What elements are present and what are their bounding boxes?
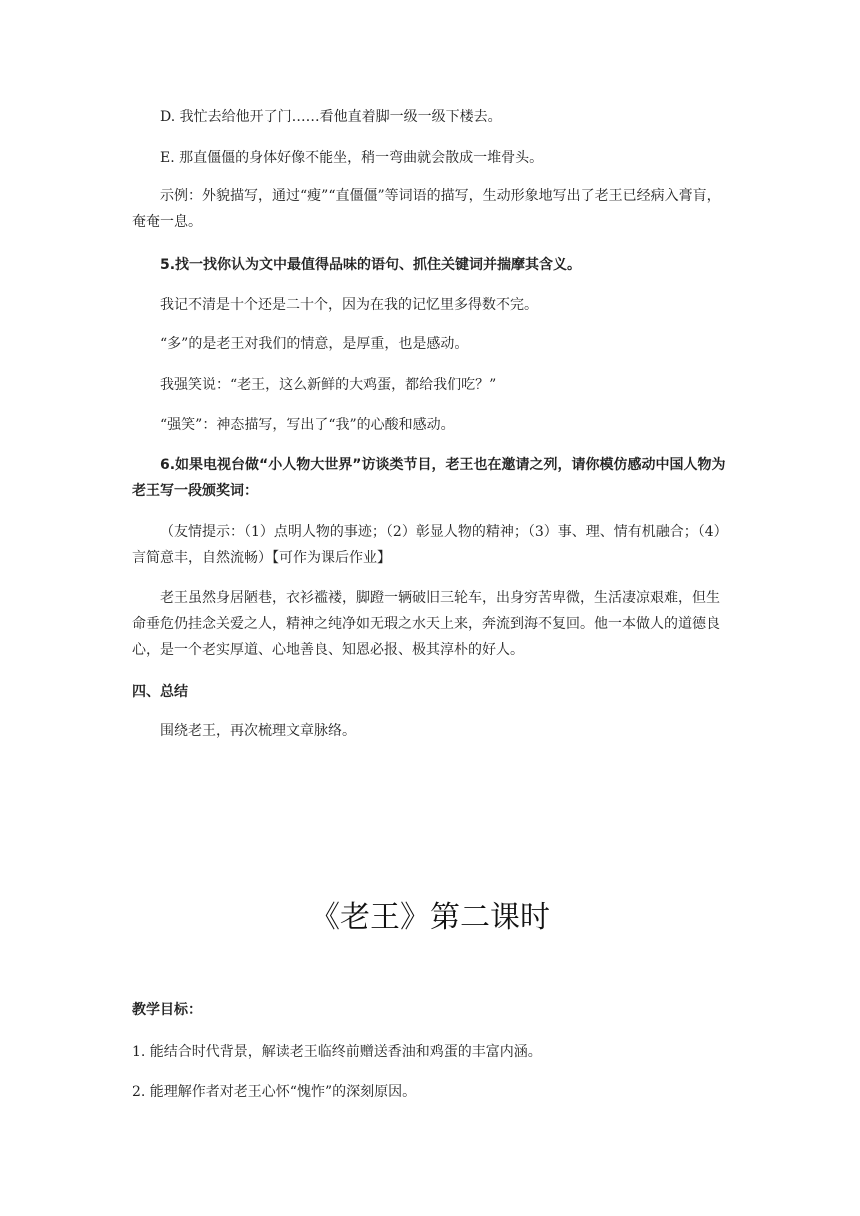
question-6-heading: 6.如果电视台做“小人物大世界”访谈类节目，老王也在邀请之列，请你模仿感动中国人物为老王写一段颁奖词： [132, 457, 726, 499]
summary-text: 围绕老王，再次梳理文章脉络。 [160, 723, 356, 739]
goal-item-2: 2. 能理解作者对老王心怀“愧怍”的深刻原因。 [132, 1084, 417, 1100]
q6-award-speech: 老王虽然身居陋巷，衣衫褴褛，脚蹬一辆破旧三轮车，出身穷苦卑微，生活凄凉艰难，但生命垂危仍挂念关爱之人，精神之纯净如无瑕之水天上来，奔流到海不复回。他一本做人的道德良心，是一个老实厚道、心地善良、知恩必报、极其淳朴的好人。 [132, 590, 720, 658]
option-e: E. 那直僵僵的身体好像不能坐，稍一弯曲就会散成一堆骨头。 [160, 150, 544, 166]
q5-note-1: “多”的是老王对我们的情意，是厚重，也是感动。 [160, 336, 469, 352]
q5-quote-1: 我记不清是十个还是二十个，因为在我的记忆里多得数不完。 [160, 297, 538, 313]
lesson-title: 《老王》第二课时 [310, 900, 550, 935]
goal-item-1: 1. 能结合时代背景，解读老王临终前赠送香油和鸡蛋的丰富内涵。 [132, 1044, 542, 1060]
option-d: D. 我忙去给他开了门……看他直着脚一级一级下楼去。 [160, 109, 502, 125]
summary-heading: 四、总结 [132, 684, 188, 700]
example-paragraph: 示例：外貌描写，通过“瘦”“直僵僵”等词语的描写，生动形象地写出了老王已经病入膏肓，奄奄一息。 [132, 188, 721, 230]
goals-heading: 教学目标： [132, 1002, 202, 1018]
q5-quote-2: 我强笑说：“老王，这么新鲜的大鸡蛋，都给我们吃？” [160, 377, 497, 393]
q6-hint: （友情提示：（1）点明人物的事迹；（2）彰显人物的精神；（3）事、理、情有机融合；（4）言简意丰，自然流畅）【可作为课后作业】 [132, 524, 728, 566]
q5-note-2: “强笑”：神态描写，写出了“我”的心酸和感动。 [160, 417, 455, 433]
question-5-heading: 5.找一找你认为文中最值得品味的语句、抓住关键词并揣摩其含义。 [160, 257, 582, 273]
